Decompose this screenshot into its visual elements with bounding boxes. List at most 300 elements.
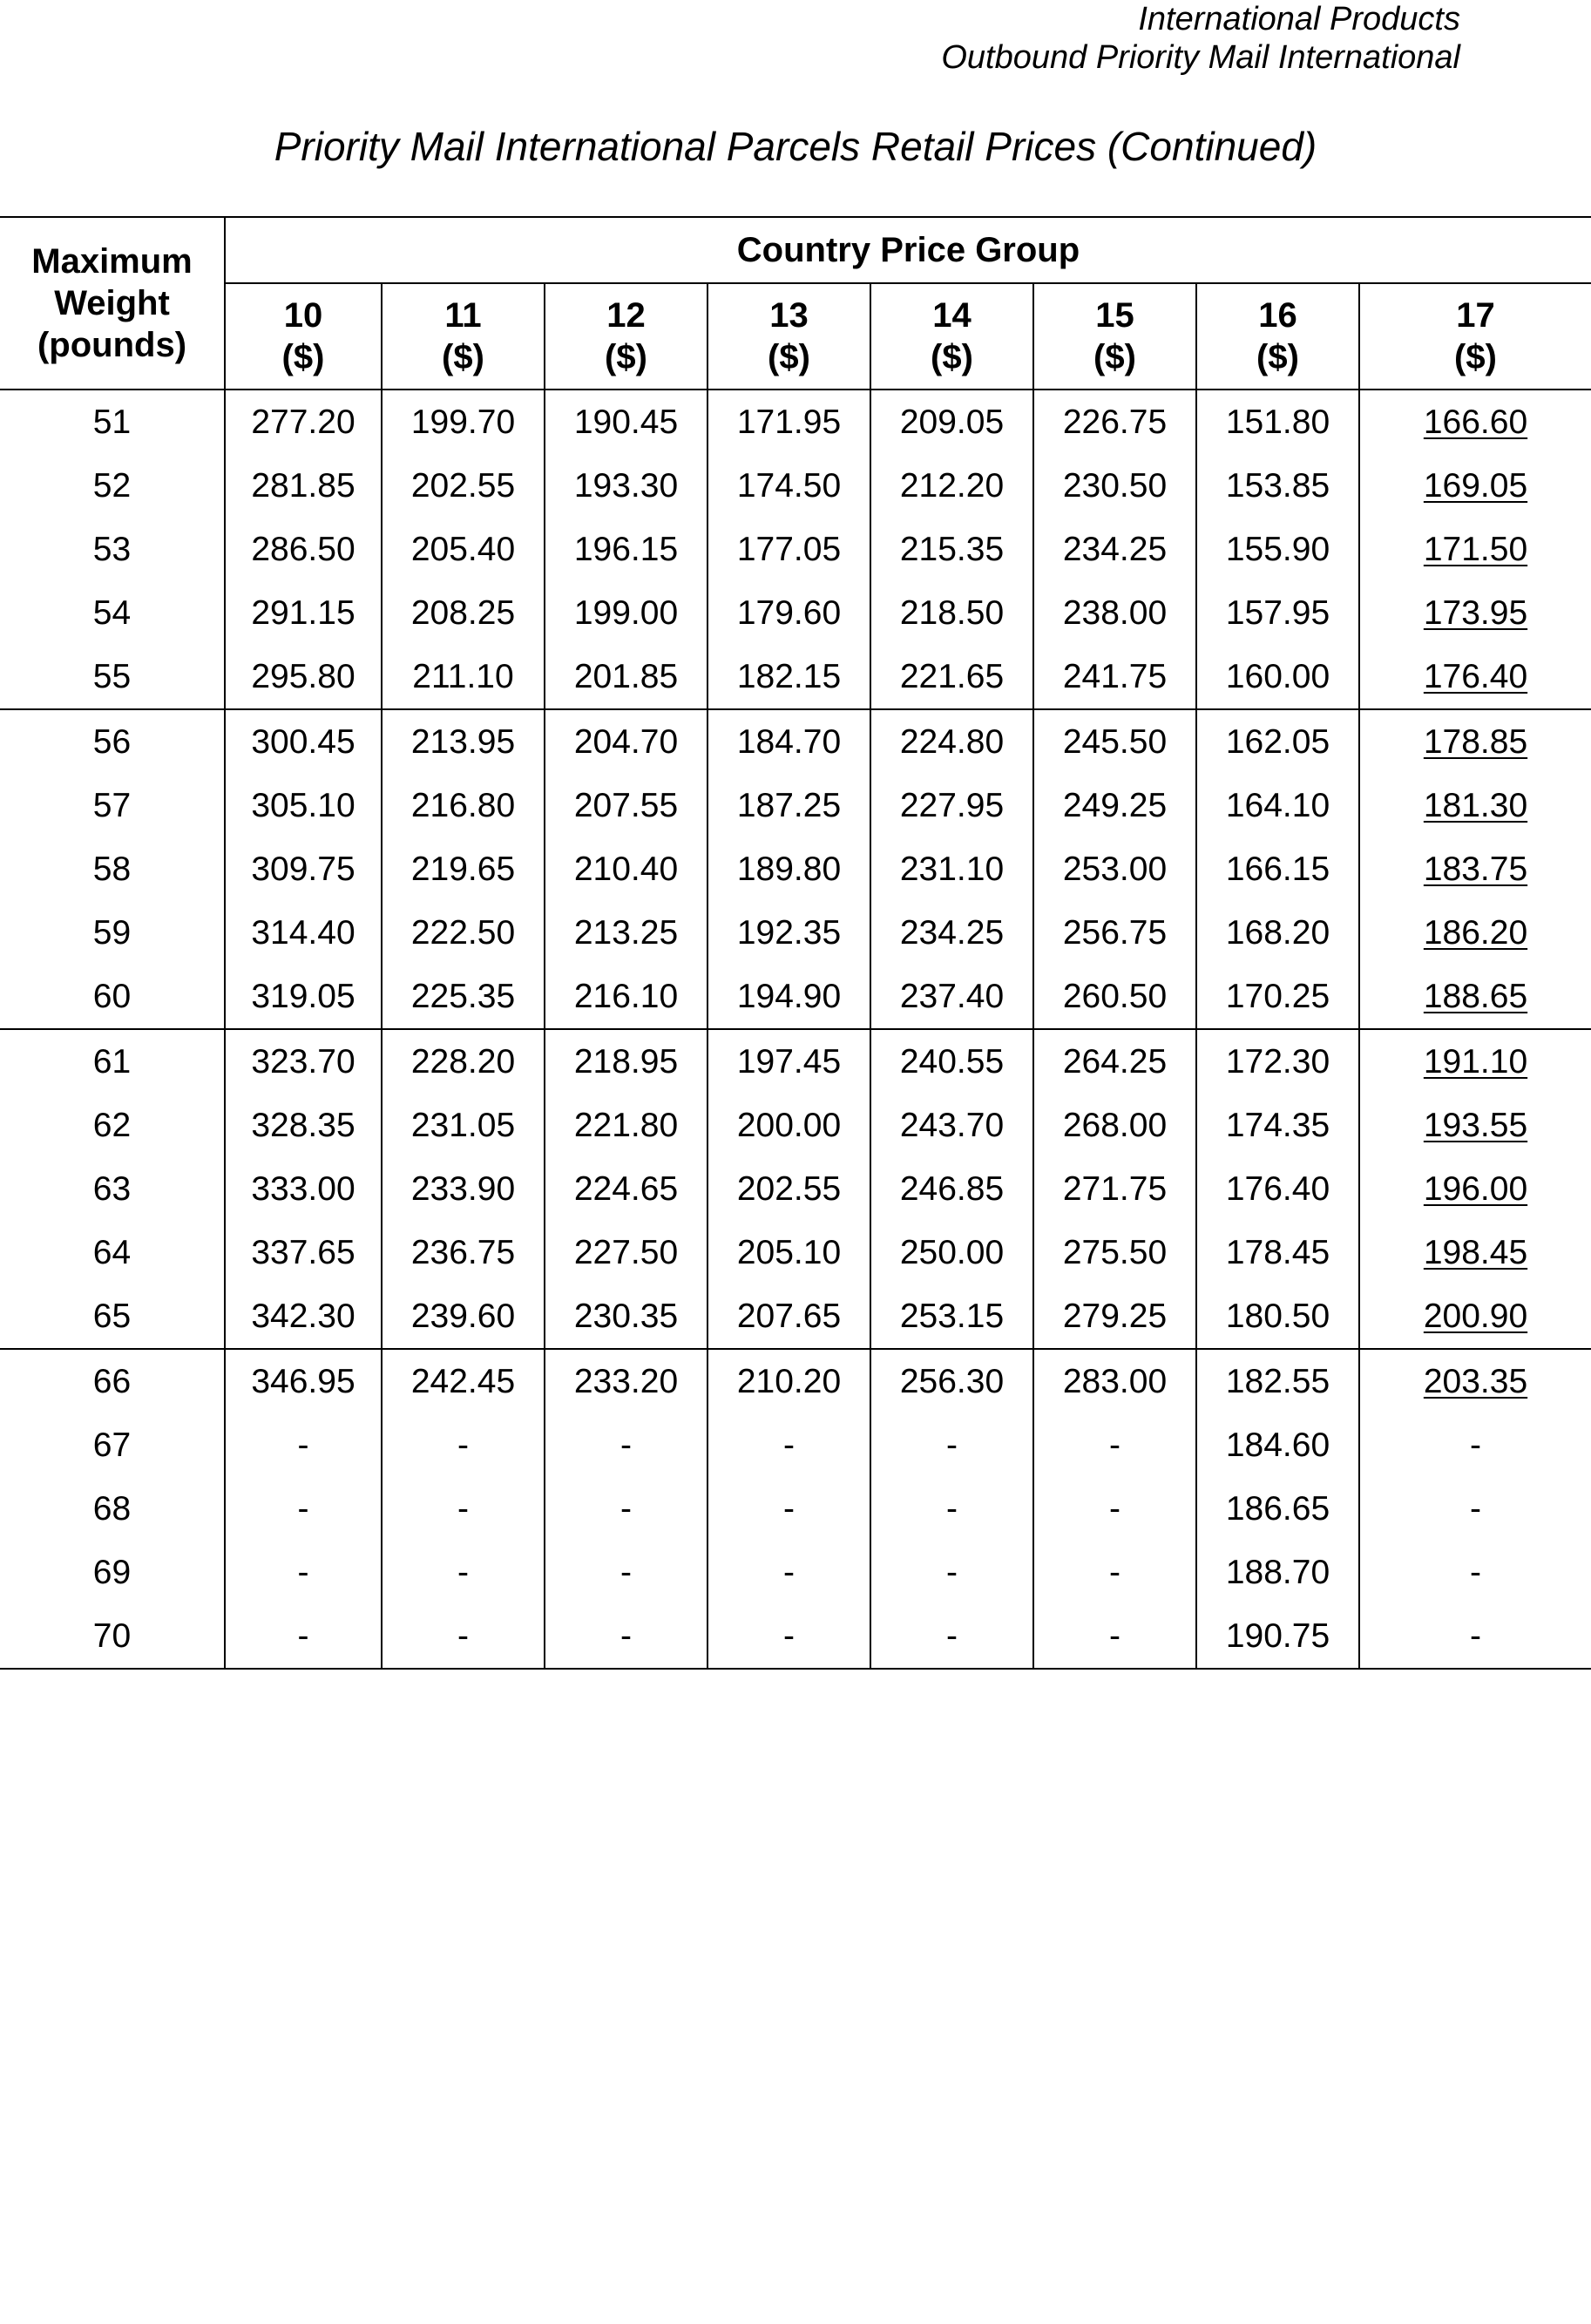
price-group-number: 11: [444, 296, 482, 335]
price-cell: [870, 965, 1033, 1029]
price-value: 166.15: [1225, 850, 1330, 888]
price-value: 256.30: [899, 1362, 1005, 1400]
price-group-header: [545, 283, 707, 390]
weight-cell: 58: [0, 837, 225, 901]
table-row: [0, 1413, 1591, 1477]
price-value: 209.05: [899, 403, 1005, 441]
price-value: 198.45: [1423, 1233, 1528, 1271]
price-value: 231.05: [410, 1106, 516, 1144]
price-group-header: [1196, 283, 1359, 390]
price-cell: [1033, 965, 1196, 1029]
price-cell: [1359, 1604, 1591, 1669]
price-cell: [225, 1284, 382, 1349]
price-value: 295.80: [251, 657, 355, 695]
price-cell: [707, 645, 870, 709]
price-table: [0, 216, 1591, 1670]
price-value: 231.10: [899, 850, 1005, 888]
price-cell: [1196, 581, 1359, 645]
price-cell: [1033, 1284, 1196, 1349]
price-value: 211.10: [412, 657, 514, 695]
price-cell: [1359, 454, 1591, 518]
price-cell: [1196, 645, 1359, 709]
price-cell: [225, 837, 382, 901]
weight-cell: 69: [0, 1541, 225, 1604]
price-cell: [1196, 390, 1359, 454]
price-value: 200.90: [1423, 1297, 1528, 1335]
price-value: 283.00: [1062, 1362, 1168, 1400]
price-group-header: [707, 283, 870, 390]
table-row: [0, 1029, 1591, 1094]
price-value: 328.35: [251, 1106, 355, 1144]
price-value: 193.30: [573, 466, 679, 505]
price-value: 203.35: [1423, 1362, 1528, 1400]
price-group-number: 13: [769, 296, 809, 335]
price-value: 182.55: [1225, 1362, 1330, 1400]
price-group-header: [1033, 283, 1196, 390]
price-value: 207.55: [573, 786, 679, 824]
price-value: -: [1470, 1426, 1481, 1464]
table-row: [0, 454, 1591, 518]
price-value: 275.50: [1062, 1233, 1168, 1271]
price-value: 170.25: [1225, 977, 1330, 1015]
price-cell: [870, 454, 1033, 518]
price-cell: [225, 901, 382, 965]
price-cell: [1196, 518, 1359, 581]
price-value: 164.10: [1225, 786, 1330, 824]
price-cell: [1359, 1284, 1591, 1349]
price-cell: [1359, 1094, 1591, 1157]
price-value: -: [297, 1426, 309, 1464]
price-value: 236.75: [410, 1233, 516, 1271]
price-cell: [1196, 1284, 1359, 1349]
price-cell: [870, 774, 1033, 837]
weight-cell: 63: [0, 1157, 225, 1221]
price-value: -: [946, 1426, 958, 1464]
price-value: -: [783, 1616, 795, 1655]
price-value: 173.95: [1423, 593, 1528, 632]
weight-cell: 52: [0, 454, 225, 518]
price-cell: [707, 1284, 870, 1349]
price-value: 281.85: [251, 466, 355, 505]
price-value: 174.35: [1225, 1106, 1330, 1144]
price-group-unit: ($): [605, 338, 647, 376]
weight-header-line: Weight: [54, 284, 170, 322]
price-cell: [225, 965, 382, 1029]
price-cell: [1359, 1477, 1591, 1541]
price-cell: [707, 1029, 870, 1094]
price-value: 202.55: [410, 466, 516, 505]
price-cell: [225, 1221, 382, 1284]
price-value: 277.20: [251, 403, 355, 441]
price-value: 188.70: [1225, 1553, 1330, 1591]
table-row: [0, 645, 1591, 709]
price-value: 230.35: [573, 1297, 679, 1335]
price-cell: [545, 1029, 707, 1094]
price-value: 305.10: [251, 786, 355, 824]
price-cell: [225, 1604, 382, 1669]
price-value: 227.95: [899, 786, 1005, 824]
price-cell: [707, 1094, 870, 1157]
price-cell: [1196, 1029, 1359, 1094]
price-value: -: [457, 1553, 469, 1591]
price-cell: [1033, 390, 1196, 454]
price-value: 172.30: [1225, 1042, 1330, 1081]
price-value: 174.50: [736, 466, 842, 505]
price-value: 179.60: [736, 593, 842, 632]
price-cell: [870, 1541, 1033, 1604]
table-row: [0, 774, 1591, 837]
price-cell: [545, 1604, 707, 1669]
price-value: 187.25: [736, 786, 842, 824]
price-value: 218.50: [899, 593, 1005, 632]
price-cell: [545, 581, 707, 645]
price-group-number: 15: [1095, 296, 1134, 335]
price-value: 241.75: [1062, 657, 1168, 695]
price-value: -: [297, 1489, 309, 1528]
price-cell: [1359, 645, 1591, 709]
price-cell: [382, 774, 545, 837]
price-value: 166.60: [1423, 403, 1528, 441]
price-value: 346.95: [251, 1362, 355, 1400]
price-cell: [707, 454, 870, 518]
price-value: 212.20: [899, 466, 1005, 505]
price-value: 171.95: [736, 403, 842, 441]
price-cell: [225, 454, 382, 518]
price-value: 233.90: [410, 1169, 516, 1208]
price-value: 194.90: [736, 977, 842, 1015]
price-cell: [225, 774, 382, 837]
price-cell: [1359, 901, 1591, 965]
price-value: 319.05: [251, 977, 355, 1015]
table-row: [0, 1541, 1591, 1604]
price-cell: [1196, 774, 1359, 837]
price-cell: [1196, 1157, 1359, 1221]
price-cell: [1196, 837, 1359, 901]
table-row: [0, 581, 1591, 645]
price-cell: [225, 1477, 382, 1541]
price-cell: [1033, 837, 1196, 901]
weight-cell: 61: [0, 1029, 225, 1094]
price-cell: [707, 901, 870, 965]
price-value: -: [1109, 1426, 1120, 1464]
price-cell: [545, 901, 707, 965]
price-cell: [545, 1157, 707, 1221]
price-value: 224.80: [899, 722, 1005, 761]
price-group-number: 10: [283, 296, 323, 335]
price-value: -: [1470, 1616, 1481, 1655]
table-body: [0, 390, 1591, 1669]
price-value: 199.70: [410, 403, 516, 441]
price-cell: [382, 1541, 545, 1604]
price-cell: [707, 965, 870, 1029]
price-cell: [1359, 1349, 1591, 1413]
price-cell: [382, 1604, 545, 1669]
price-value: -: [1109, 1489, 1120, 1528]
price-cell: [1033, 1094, 1196, 1157]
price-value: 178.85: [1423, 722, 1528, 761]
price-value: 222.50: [410, 913, 516, 952]
price-cell: [545, 965, 707, 1029]
price-cell: [545, 1541, 707, 1604]
weight-cell: 62: [0, 1094, 225, 1157]
price-value: 218.95: [573, 1042, 679, 1081]
price-value: 157.95: [1225, 593, 1330, 632]
table-row: [0, 1094, 1591, 1157]
price-cell: [870, 1157, 1033, 1221]
price-cell: [225, 709, 382, 774]
price-cell: [225, 1541, 382, 1604]
price-value: -: [946, 1489, 958, 1528]
price-value: 205.10: [736, 1233, 842, 1271]
price-cell: [1196, 454, 1359, 518]
price-value: -: [620, 1489, 632, 1528]
country-price-group-header: Country Price Group: [225, 217, 1591, 283]
price-cell: [707, 1477, 870, 1541]
price-cell: [545, 454, 707, 518]
price-value: 253.15: [899, 1297, 1005, 1335]
price-cell: [1033, 1413, 1196, 1477]
price-cell: [382, 645, 545, 709]
price-cell: [707, 837, 870, 901]
page-title: Priority Mail International Parcels Retail Prices (Continued): [274, 124, 1317, 169]
price-value: 219.65: [410, 850, 516, 888]
header-line-2: Outbound Priority Mail International: [941, 39, 1460, 76]
price-value: 333.00: [251, 1169, 355, 1208]
price-value: 210.20: [736, 1362, 842, 1400]
table-row: [0, 1221, 1591, 1284]
price-value: 176.40: [1423, 657, 1528, 695]
price-cell: [870, 1477, 1033, 1541]
price-value: 184.70: [736, 722, 842, 761]
price-value: 300.45: [251, 722, 355, 761]
price-cell: [1359, 1221, 1591, 1284]
price-cell: [870, 837, 1033, 901]
price-group-number: 17: [1456, 296, 1495, 335]
price-cell: [870, 581, 1033, 645]
price-cell: [707, 1413, 870, 1477]
price-value: 186.20: [1423, 913, 1528, 952]
price-value: 155.90: [1225, 530, 1330, 568]
price-cell: [225, 645, 382, 709]
weight-cell: 70: [0, 1604, 225, 1669]
price-group-unit: ($): [768, 338, 810, 376]
price-cell: [545, 1221, 707, 1284]
price-cell: [870, 1094, 1033, 1157]
price-cell: [1196, 1477, 1359, 1541]
price-value: -: [457, 1489, 469, 1528]
price-cell: [382, 1284, 545, 1349]
price-cell: [1359, 390, 1591, 454]
price-cell: [1033, 1477, 1196, 1541]
price-value: 160.00: [1225, 657, 1330, 695]
price-cell: [382, 901, 545, 965]
price-value: -: [297, 1553, 309, 1591]
price-value: 246.85: [899, 1169, 1005, 1208]
price-cell: [1359, 1541, 1591, 1604]
price-value: 233.20: [573, 1362, 679, 1400]
price-value: -: [457, 1616, 469, 1655]
price-value: 182.15: [736, 657, 842, 695]
weight-cell: 59: [0, 901, 225, 965]
price-value: -: [946, 1553, 958, 1591]
price-cell: [707, 581, 870, 645]
price-cell: [1033, 1541, 1196, 1604]
price-value: -: [1470, 1489, 1481, 1528]
price-value: 216.10: [573, 977, 679, 1015]
price-value: 239.60: [410, 1297, 516, 1335]
price-value: 180.50: [1225, 1297, 1330, 1335]
price-cell: [707, 1221, 870, 1284]
price-cell: [382, 581, 545, 645]
table-row: [0, 901, 1591, 965]
price-value: 253.00: [1062, 850, 1168, 888]
price-cell: [1359, 709, 1591, 774]
weight-cell: 53: [0, 518, 225, 581]
price-cell: [545, 774, 707, 837]
price-value: -: [783, 1489, 795, 1528]
price-value: 199.00: [573, 593, 679, 632]
table-row: [0, 709, 1591, 774]
price-value: 264.25: [1062, 1042, 1168, 1081]
price-value: 234.25: [899, 913, 1005, 952]
price-cell: [225, 1413, 382, 1477]
weight-cell: 67: [0, 1413, 225, 1477]
weight-cell: 55: [0, 645, 225, 709]
price-cell: [870, 1604, 1033, 1669]
price-value: -: [1109, 1553, 1120, 1591]
price-value: 215.35: [899, 530, 1005, 568]
price-value: 337.65: [251, 1233, 355, 1271]
price-cell: [545, 1349, 707, 1413]
price-value: 193.55: [1423, 1106, 1528, 1144]
price-cell: [707, 518, 870, 581]
price-value: 201.85: [573, 657, 679, 695]
price-cell: [225, 1349, 382, 1413]
price-value: 177.05: [736, 530, 842, 568]
price-cell: [870, 1221, 1033, 1284]
price-cell: [870, 390, 1033, 454]
table-row: [0, 1477, 1591, 1541]
price-value: 237.40: [899, 977, 1005, 1015]
price-value: 279.25: [1062, 1297, 1168, 1335]
price-cell: [545, 709, 707, 774]
weight-cell: 51: [0, 390, 225, 454]
price-value: -: [297, 1616, 309, 1655]
price-group-unit: ($): [1454, 338, 1497, 376]
price-cell: [382, 1094, 545, 1157]
price-group-header: [870, 283, 1033, 390]
price-value: 176.40: [1225, 1169, 1330, 1208]
price-group-unit: ($): [442, 338, 484, 376]
price-cell: [1033, 454, 1196, 518]
price-cell: [225, 581, 382, 645]
price-value: 309.75: [251, 850, 355, 888]
price-cell: [1359, 581, 1591, 645]
price-cell: [382, 1413, 545, 1477]
table-row: [0, 1604, 1591, 1669]
price-cell: [1033, 1029, 1196, 1094]
price-cell: [225, 518, 382, 581]
price-value: 183.75: [1423, 850, 1528, 888]
price-value: 181.30: [1423, 786, 1528, 824]
price-value: -: [620, 1553, 632, 1591]
price-cell: [1359, 837, 1591, 901]
price-cell: [1196, 1604, 1359, 1669]
price-cell: [707, 1604, 870, 1669]
price-value: 188.65: [1423, 977, 1528, 1015]
price-value: 162.05: [1225, 722, 1330, 761]
price-cell: [1196, 709, 1359, 774]
price-value: 286.50: [251, 530, 355, 568]
price-group-header: [382, 283, 545, 390]
price-value: 169.05: [1423, 466, 1528, 505]
price-value: 224.65: [573, 1169, 679, 1208]
price-group-unit: ($): [931, 338, 973, 376]
price-group-header: [1359, 283, 1591, 390]
price-value: 184.60: [1225, 1426, 1330, 1464]
price-value: 249.25: [1062, 786, 1168, 824]
price-cell: [1033, 581, 1196, 645]
price-cell: [1033, 1349, 1196, 1413]
price-value: 151.80: [1225, 403, 1330, 441]
price-cell: [382, 965, 545, 1029]
price-group-header: [225, 283, 382, 390]
weight-cell: 54: [0, 581, 225, 645]
price-cell: [1196, 1541, 1359, 1604]
price-value: 196.15: [573, 530, 679, 568]
price-cell: [870, 1349, 1033, 1413]
price-cell: [870, 1413, 1033, 1477]
price-value: 323.70: [251, 1042, 355, 1081]
table-row: [0, 837, 1591, 901]
price-group-unit: ($): [1093, 338, 1136, 376]
price-value: -: [946, 1616, 958, 1655]
price-value: 221.80: [573, 1106, 679, 1144]
price-value: 240.55: [899, 1042, 1005, 1081]
weight-cell: 66: [0, 1349, 225, 1413]
price-value: 250.00: [899, 1233, 1005, 1271]
price-group-number: 12: [606, 296, 646, 335]
price-value: 234.25: [1062, 530, 1168, 568]
price-cell: [1196, 1094, 1359, 1157]
price-cell: [870, 518, 1033, 581]
price-cell: [545, 1477, 707, 1541]
price-cell: [707, 390, 870, 454]
price-value: 221.65: [899, 657, 1005, 695]
price-cell: [1359, 1413, 1591, 1477]
price-value: 200.00: [736, 1106, 842, 1144]
price-cell: [382, 518, 545, 581]
price-value: 210.40: [573, 850, 679, 888]
price-cell: [382, 454, 545, 518]
price-value: 271.75: [1062, 1169, 1168, 1208]
price-cell: [1033, 645, 1196, 709]
weight-cell: 56: [0, 709, 225, 774]
weight-cell: 64: [0, 1221, 225, 1284]
price-cell: [382, 837, 545, 901]
price-value: 260.50: [1062, 977, 1168, 1015]
price-group-unit: ($): [1256, 338, 1299, 376]
price-value: 204.70: [573, 722, 679, 761]
price-value: 238.00: [1062, 593, 1168, 632]
weight-header-line: (pounds): [37, 326, 187, 364]
price-cell: [382, 1477, 545, 1541]
price-value: 186.65: [1225, 1489, 1330, 1528]
price-cell: [545, 1094, 707, 1157]
price-cell: [225, 1029, 382, 1094]
price-cell: [382, 1221, 545, 1284]
price-value: 192.35: [736, 913, 842, 952]
